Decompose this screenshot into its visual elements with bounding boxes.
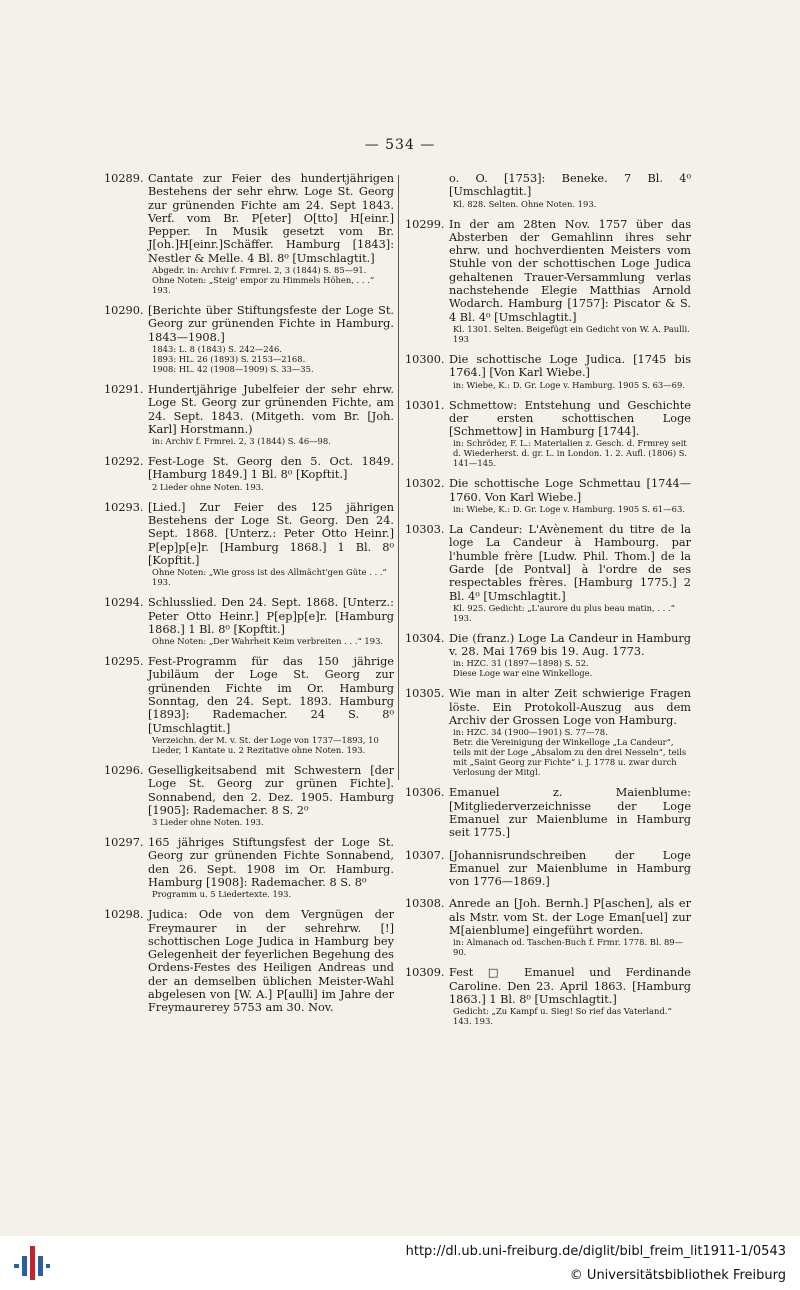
entry-text [104,764,394,817]
entry-title: [Johannisrundschreiben der Loge Emanuel zur Maienblume in Hamburg von 1776—1869.] [449,848,691,889]
bibliography-entry [405,477,691,514]
entry-number: 10309. [405,966,445,980]
entry-number: 10302. [405,477,445,491]
entry-number: 10306. [405,786,445,800]
entry-text [104,304,394,344]
bibliography-entry [104,383,394,446]
entry-text [405,523,691,603]
entry-title: Judica: Ode von dem Vergnügen der Freymaurer in der sehrehrw. [!] schottischen Loge Judica in Hamburg bey Gelegenheit der feyerlichen Begehung des Ordens-Festes des Heiligen Andreas und der an demselben üblichen Meister-Wahl abgelesen von [W. A.] P[aulli] im Jahre der Freymaurerey 5753 am 30. Nov. [148,908,394,1015]
entry-number: 10304. [405,631,445,645]
entry-number: 10294. [104,596,144,610]
entry-text [405,172,691,199]
bibliography-entry [405,786,691,839]
entry-note: in: Wiebe, K.: D. Gr. Loge v. Hamburg. 1905 S. 61—63. [453,504,685,515]
entry-note: Gedicht: „Zu Kampf u. Sieg! So rief das Vaterland.“ 143. 193. [453,1006,672,1027]
footer-url-link[interactable]: http://dl.ub.uni-freiburg.de/diglit/bibl_freim_lit1911-1/0543 [405,1244,786,1259]
column-divider [398,175,399,780]
entry-text [405,218,691,324]
entry-text [104,836,394,889]
entry-number: 10298. [104,908,144,922]
entry-note: Kl. 828. Selten. Ohne Noten. 193. [453,198,597,209]
entry-number: 10303. [405,523,445,537]
bibliography-entry [104,908,394,1014]
bibliography-entry [104,764,394,827]
entry-title: La Candeur: L'Avènement du titre de la loge La Candeur à Hambourg. par l'humble frère [Ludw. Phil. Thom.] de la Garde [de Pontval] à l'ordre de ses respectables frères. [Hamburg 1775.] 2 Bl. 4⁰ [Umschlagtit.] [449,523,691,603]
entry-note: in: Almanach od. Taschen-Buch f. Frmr. 1778. Bl. 89—90. [453,937,683,958]
footer-copyright: © Universitätsbibliothek Freiburg [569,1268,786,1283]
entry-note: Verzeichn. der M. v. St. der Loge von 1737—1893, 10 Lieder, 1 Kantate u. 2 Rezitative ohne Noten. 193. [152,734,379,755]
entry-note: Ohne Noten: „Der Wahrheit Keim verbreiten . . .“ 193. [152,636,384,647]
right-column [405,172,691,1035]
entry-number: 10301. [405,398,445,412]
bibliography-entry [405,897,691,957]
entry-title: Fest-Loge St. Georg den 5. Oct. 1849. [Hamburg 1849.] 1 Bl. 8⁰ [Kopftit.] [148,455,394,482]
entry-title: o. O. [1753]: Beneke. 7 Bl. 4⁰ [Umschlagtit.] [449,172,691,199]
entry-title: In der am 28ten Nov. 1757 über das Absterben der Gemahlinn ihres sehr ehrw. und hochverdienten Meisters vom Stuhle von der schottischen Loge Judica gehaltenen Trauer-Versammlung verlas nachstehende Elegie Matthias Arnold Wodarch. Hamburg [1757]: Piscator & S. 4 Bl. 4⁰ [Umschlagtit.] [449,217,691,324]
bibliography-entry [405,632,691,679]
entry-number: 10308. [405,897,445,911]
entry-note: Kl. 925. Gedicht: „L'aurore du plus beau matin, . . .“ 193. [453,602,675,623]
entry-text [405,353,691,380]
entry-title: [Berichte über Stiftungsfeste der Loge St. Georg zur grünenden Fichte in Hamburg. 1843—1908.] [148,304,394,344]
entry-number: 10293. [104,500,144,514]
bibliography-entry [104,455,394,492]
entry-note: in: Archiv f. Frmrei. 2, 3 (1844) S. 46—98. [152,436,331,447]
entry-note: Ohne Noten: „Wie gross ist des Allmächt'gen Güte . . .“ 193. [152,567,387,588]
bibliography-entry [405,399,691,469]
bibliography-entry [104,596,394,646]
entry-note: in: Wiebe, K.: D. Gr. Loge v. Hamburg. 1905 S. 63—69. [453,379,685,390]
entry-title: Schlusslied. Den 24. Sept. 1868. [Unterz.: Peter Otto Heinr.] P[ep]p[e]r. [Hamburg 1868.] 1 Bl. 8⁰ [Kopftit.] [148,596,394,636]
entry-note: in: Schröder, F. L.: Materialien z. Gesch. d. Frmrey seit d. Wiederherst. d. gr. L. in London. 1. 2. Aufl. (1806) S. 141—145. [453,438,687,469]
ub-freiburg-logo-icon [12,1242,52,1284]
entry-note: Abgedr. in: Archiv f. Frmrei. 2, 3 (1844) S. 85—91. Ohne Noten: „Steig' empor zu Himmels Höhen, . . .“ 193. [152,265,375,296]
entry-title: Wie man in alter Zeit schwierige Fragen löste. Ein Protokoll-Auszug aus dem Archiv der Grossen Loge von Hamburg. [449,687,691,728]
entry-number: 10290. [104,304,144,318]
bibliography-entry [104,655,394,755]
bibliography-entry [405,523,691,623]
bibliography-entry [405,966,691,1026]
entry-title: Emanuel z. Maienblume: [Mitgliederverzeichnisse der Loge Emanuel zur Maienblume in Hamburg seit 1775.] [449,786,691,840]
entry-note: 3 Lieder ohne Noten. 193. [152,817,264,828]
entry-text [405,897,691,937]
bibliography-entry [405,849,691,889]
entry-number: 10291. [104,382,144,396]
entry-text [405,477,691,504]
entry-note: 1843: L. 8 (1843) S. 242—246. 1893: HL. 26 (1893) S. 2153—2168. 1908: HL. 42 (1908—1909) S. 33—35. [152,343,314,374]
entry-title: Die schottische Loge Judica. [1745 bis 1764.] [Von Karl Wiebe.] [449,352,691,380]
entry-text [405,399,691,439]
bibliography-entry [104,836,394,899]
entry-note: in: HZC. 31 (1897—1898) S. 52. Diese Loge war eine Winkelloge. [453,658,593,679]
entry-text [104,908,394,1014]
entry-note: Programm u. 5 Liedertexte. 193. [152,889,292,900]
bibliography-entry [405,353,691,390]
entry-title: Die schottische Loge Schmettau [1744—1760. Von Karl Wiebe.] [449,477,691,504]
entry-number: 10295. [104,655,144,669]
bibliography-entry [405,172,691,209]
entry-text [104,172,394,265]
entry-number: 10289. [104,172,144,185]
footer-bar [0,1236,800,1290]
entry-text [104,455,394,482]
entry-title: Fest-Programm für das 150 jährige Jubiläum der Loge St. Georg zur grünenden Fichte im Or. Hamburg Sonntag, den 24. Sept. 1893. Hamburg [1893]: Rademacher. 24 S. 8⁰ [Umschlagtit.] [148,655,394,735]
entry-title: 165 jähriges Stiftungsfest der Loge St. Georg zur grünenden Fichte Sonnabend, den 26. Sept. 1908 im Or. Hamburg. Hamburg [1908]: Rademacher. 8 S. 8⁰ [148,836,394,889]
entry-text [405,966,691,1006]
entry-text [104,596,394,636]
bibliography-entry [104,172,394,295]
entry-text [405,632,691,659]
entry-title: Hundertjährige Jubelfeier der sehr ehrw. Loge St. Georg zur grünenden Fichte, am 24. Sept. 1843. (Mitgeth. vom Br. [Joh. Karl] Horstmann.) [148,382,394,436]
entry-note: Kl. 1301. Selten. Beigefügt ein Gedicht von W. A. Paulli. 193 [453,323,690,344]
entry-text [405,687,691,727]
entry-title: Schmettow: Entstehung und Geschichte der ersten schottischen Loge [Schmettow] in Hamburg [1744]. [449,398,691,439]
bibliography-entry [405,687,691,777]
entry-title: Fest □ Emanuel und Ferdinande Caroline. Den 23. April 1863. [Hamburg 1863.] 1 Bl. 8⁰ [Umschlagtit.] [449,966,691,1006]
entry-title: Die (franz.) Loge La Candeur in Hamburg v. 28. Mai 1769 bis 19. Aug. 1773. [449,631,691,659]
entry-number: 10297. [104,836,144,850]
entry-number: 10296. [104,763,144,777]
entry-number: 10305. [405,687,445,701]
bibliography-entry [104,501,394,587]
entry-text [104,383,394,436]
left-column [104,172,394,1024]
entry-title: Anrede an [Joh. Bernh.] P[aschen], als er als Mstr. vom St. der Loge Eman[uel] zur M[aienblume] eingeführt worden. [449,897,691,937]
entry-title: [Lied.] Zur Feier des 125 jährigen Bestehens der Loge St. Georg. Den 24. Sept. 1868. [Unterz.: Peter Otto Heinr.] P[ep]p[e]r. [Hamburg 1868.] 1 Bl. 8⁰ [Kopftit.] [148,500,394,567]
entry-note: in: HZC. 34 (1900—1901) S. 77—78. Betr. die Vereinigung der Winkelloge „La Candeur“, teils mit der Loge „Absalom zu den drei Nesseln“, teils mit „Saint Georg zur Fichte“ i. J. 1778 u. zwar durch Verlosung der Mitgl. [453,727,687,778]
entry-text [405,786,691,839]
entry-number: 10307. [405,848,445,862]
bibliography-entry [405,218,691,344]
entry-number: 10292. [104,455,144,469]
page-number: — 534 — [364,137,436,153]
entry-number: 10300. [405,352,445,366]
entry-title: Geselligkeitsabend mit Schwestern [der Loge St. Georg zur grünen Fichte]. Sonnabend, den 2. Dez. 1905. Hamburg [1905]: Rademacher. 8 S. 2⁰ [148,763,394,817]
entry-text [405,849,691,889]
entry-title: Cantate zur Feier des hundertjährigen Bestehens der sehr ehrw. Loge St. Georg zur grünenden Fichte am 24. Sept 1843. Verf. vom Br. P[eter] O[tto] H[einr.] Pepper. In Musik gesetzt vom Br. J[oh.]H[einr.]Schäffer. Hamburg [1843]: Nestler & Melle. 4 Bl. 8⁰ [Umschlagtit.] [148,172,394,265]
bibliography-entry [104,304,394,374]
entry-text [104,501,394,567]
entry-note: 2 Lieder ohne Noten. 193. [152,481,264,492]
entry-text [104,655,394,735]
entry-number: 10299. [405,217,445,231]
